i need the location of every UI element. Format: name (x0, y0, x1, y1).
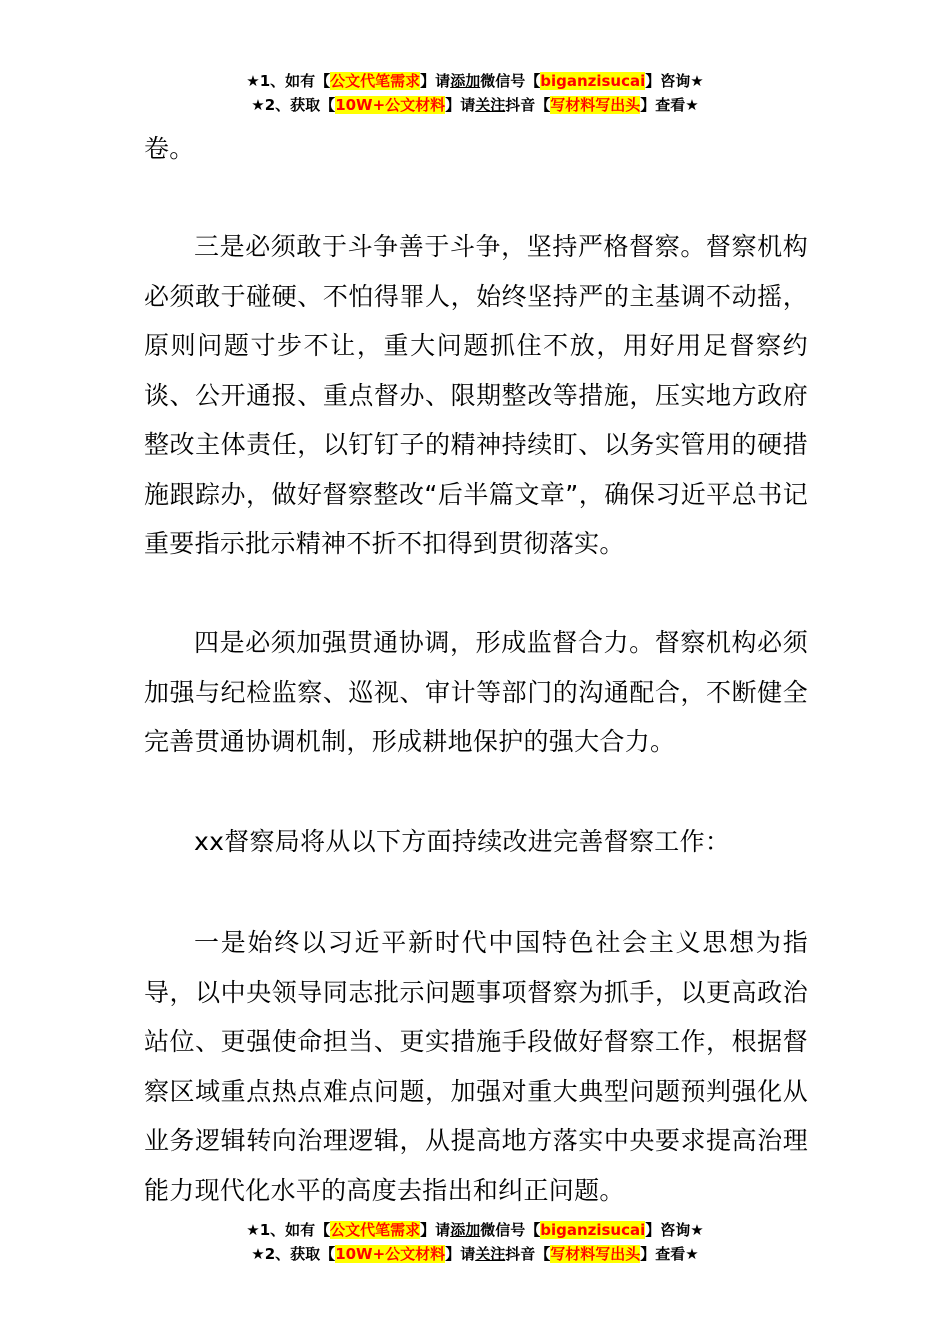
banner-highlight: 写材料写出头 (550, 1245, 641, 1263)
banner-text: 】查看★ (640, 1245, 699, 1263)
banner-text: 微信号【 (480, 1221, 541, 1239)
banner-text: 】请 (445, 96, 476, 114)
banner-highlight: 公文代笔需求 (330, 72, 421, 90)
banner-text: ★2、获取【 (251, 1245, 336, 1263)
paragraph-block-4 (144, 918, 808, 1215)
banner-text: 抖音【 (505, 96, 551, 114)
paragraph-block-3 (144, 817, 808, 867)
banner-text: 】请 (445, 1245, 476, 1263)
paragraph-0: 卷。 (144, 134, 195, 163)
footer-banner-line-2 (0, 1243, 950, 1265)
banner-highlight: biganzisucai (540, 1221, 646, 1239)
banner-underline: 关注 (475, 96, 506, 114)
banner-text: 微信号【 (480, 72, 541, 90)
banner-highlight: biganzisucai (540, 72, 646, 90)
banner-text: ★1、如有【 (246, 72, 331, 90)
banner-underline: 关注 (475, 1245, 506, 1263)
paragraph-4: 一是始终以习近平新时代中国特色社会主义思想为指导，以中央领导同志批示问题事项督察为抓手，以更高政治站位、更强使命担当、更实措施手段做好督察工作，根据督察区域重点热点难点问题，加强对重大典型问题预判强化从业务逻辑转向治理逻辑，从提高地方落实中央要求提高治理能力现代化水平的高度去指出和纠正问题。 (144, 928, 808, 1205)
banner-underline: 添加 (450, 72, 481, 90)
header-banner-line-2 (0, 94, 950, 116)
banner-highlight: 公文代笔需求 (330, 1221, 421, 1239)
banner-text: 】请 (420, 72, 451, 90)
header-banner-line-1 (0, 70, 950, 92)
banner-text: 】咨询★ (645, 72, 704, 90)
paragraph-1: 三是必须敢于斗争善于斗争，坚持严格督察。督察机构必须敢于碰硬、不怕得罪人，始终坚持严的主基调不动摇，原则问题寸步不让，重大问题抓住不放，用好用足督察约谈、公开通报、重点督办、限期整改等措施，压实地方政府整改主体责任，以钉钉子的精神持续盯、以务实管用的硬措施跟踪办，做好督察整改“后半篇文章”，确保习近平总书记重要指示批示精神不折不扣得到贯彻落实。 (144, 232, 808, 558)
banner-text: 抖音【 (505, 1245, 551, 1263)
banner-highlight: 10W+公文材料 (335, 96, 446, 114)
footer-banner-line-1 (0, 1219, 950, 1241)
banner-underline: 添加 (450, 1221, 481, 1239)
banner-text: 】请 (420, 1221, 451, 1239)
banner-text: 】查看★ (640, 96, 699, 114)
banner-text: ★1、如有【 (246, 1221, 331, 1239)
paragraph-3: xx督察局将从以下方面持续改进完善督察工作： (194, 827, 731, 856)
paragraph-block-1 (144, 222, 808, 569)
banner-text: 】咨询★ (645, 1221, 704, 1239)
banner-text: ★2、获取【 (251, 96, 336, 114)
paragraph-fragment (144, 124, 808, 174)
paragraph-block-2 (144, 618, 808, 767)
banner-highlight: 10W+公文材料 (335, 1245, 446, 1263)
paragraph-2: 四是必须加强贯通协调，形成监督合力。督察机构必须加强与纪检监察、巡视、审计等部门的沟通配合，不断健全完善贯通协调机制，形成耕地保护的强大合力。 (144, 628, 808, 756)
banner-highlight: 写材料写出头 (550, 96, 641, 114)
